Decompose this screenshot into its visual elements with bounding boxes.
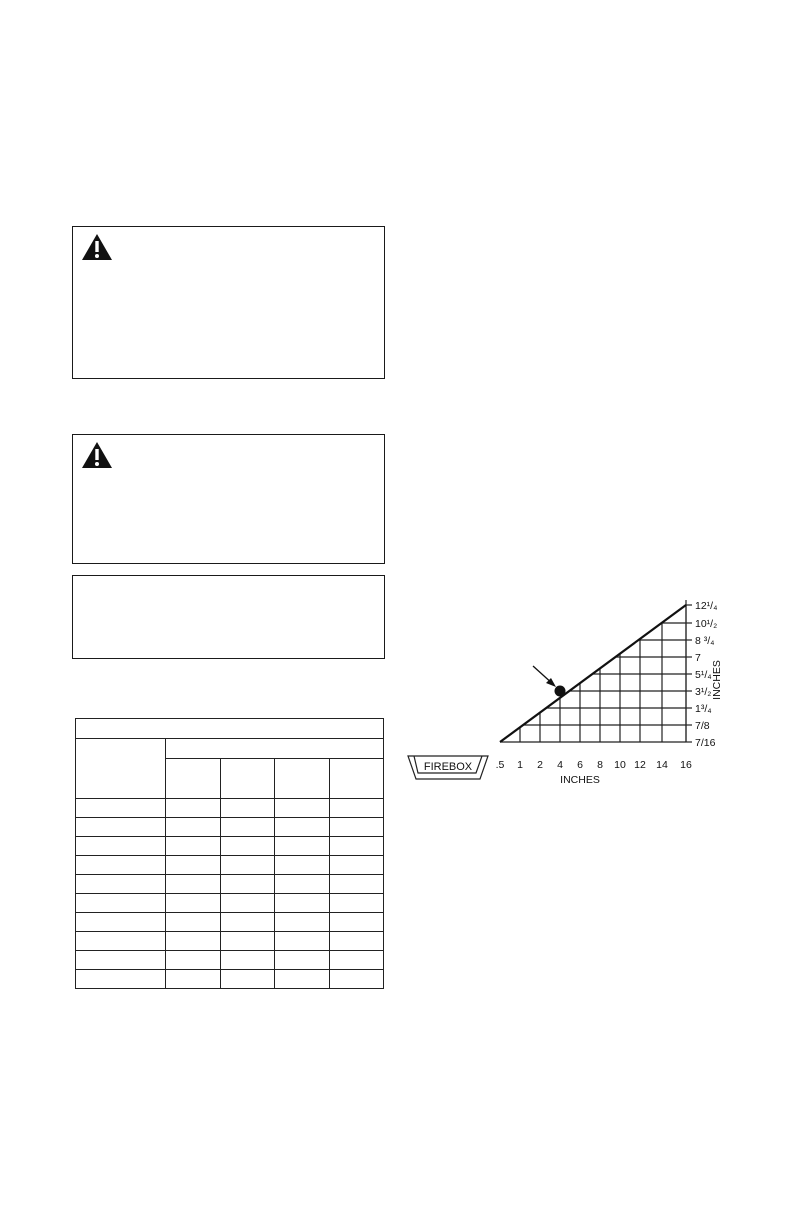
specification-table	[75, 718, 384, 989]
table-row	[76, 799, 384, 818]
table-title-cell	[76, 719, 384, 739]
table-row	[76, 913, 384, 932]
table-subheader-cell	[166, 759, 221, 799]
y-axis-label: INCHES	[711, 660, 723, 700]
table-subheader-cell	[221, 759, 275, 799]
table-row	[76, 970, 384, 989]
y-tick-label: 1³/₄	[695, 703, 712, 715]
warning-box-2	[72, 434, 385, 564]
y-tick-label: 5¹/₄	[695, 669, 712, 681]
x-tick-label: 6	[577, 759, 583, 771]
y-tick-label: 7/8	[695, 720, 710, 732]
y-tick-label: 3¹/₂	[695, 686, 712, 698]
x-tick-labels	[496, 759, 692, 771]
notice-box	[72, 575, 385, 659]
x-tick-label: 2	[537, 759, 543, 771]
x-tick-label: 14	[656, 759, 668, 771]
table-row	[76, 951, 384, 970]
y-tick-label: 12¹/₄	[695, 600, 718, 612]
table-subheader-cell	[330, 759, 384, 799]
warning-triangle-icon	[81, 233, 113, 261]
table-row	[76, 894, 384, 913]
y-tick-label: 8 ³/₄	[695, 635, 715, 647]
x-tick-label: 16	[680, 759, 692, 771]
clearance-diagram	[400, 580, 745, 790]
y-tick-label: 10¹/₂	[695, 618, 718, 630]
x-tick-label: 4	[557, 759, 563, 771]
table-header-cell	[166, 739, 384, 759]
warning-triangle-icon	[81, 441, 113, 469]
x-axis-label: INCHES	[560, 774, 600, 786]
x-tick-label: .5	[495, 759, 505, 771]
x-tick-label: 12	[634, 759, 646, 771]
table-header-cell	[76, 739, 166, 799]
firebox-label: FIREBOX	[423, 761, 473, 773]
y-tick-label: 7/16	[695, 737, 716, 749]
x-tick-label: 1	[517, 759, 523, 771]
x-tick-label: 10	[614, 759, 626, 771]
table-row	[76, 818, 384, 837]
clearance-point	[555, 686, 566, 697]
table-row	[76, 932, 384, 951]
table-row	[76, 856, 384, 875]
x-tick-label: 8	[597, 759, 603, 771]
table-row	[76, 837, 384, 856]
y-tick-label: 7	[695, 652, 701, 664]
warning-box-1	[72, 226, 385, 379]
table-row	[76, 875, 384, 894]
table-subheader-cell	[275, 759, 330, 799]
